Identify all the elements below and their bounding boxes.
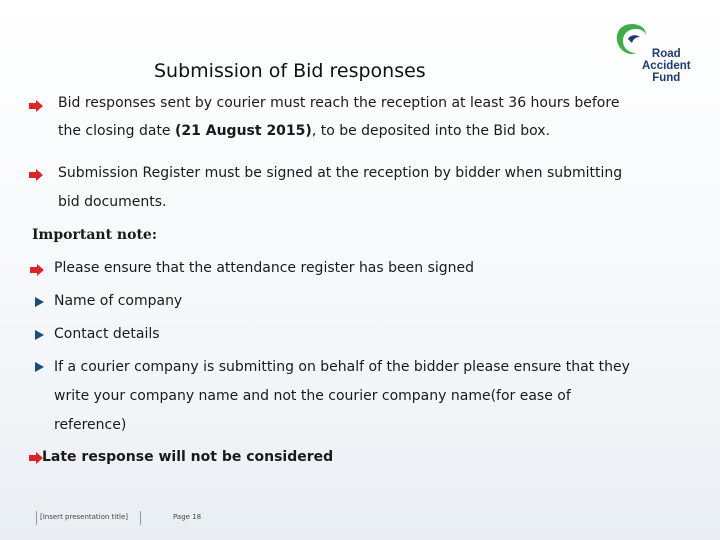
red-arrow-bullet-icon <box>29 100 43 112</box>
raf-logo <box>612 20 708 90</box>
note-courier-line1: If a courier company is submitting on behalf of the bidder please ensure that they <box>54 359 630 375</box>
bullet-courier-line2 <box>58 117 550 145</box>
important-note-heading: Important note: <box>32 227 157 243</box>
bullet-courier-line2-post: , to be deposited into the Bid box. <box>311 123 551 139</box>
footer-divider <box>36 511 37 525</box>
bullet-courier-line2-pre: the closing date <box>58 123 175 139</box>
note-contact-details: Contact details <box>54 326 160 342</box>
logo-line-road: Road <box>651 48 681 60</box>
red-arrow-bullet-icon <box>29 169 43 181</box>
footer-page-number: Page 18 <box>173 513 202 521</box>
blue-triangle-bullet-icon <box>35 330 44 340</box>
bullet-register-line1: Submission Register must be signed at the reception by bidder when submitting <box>58 165 623 181</box>
closing-date: (21 August 2015) <box>175 123 312 139</box>
red-arrow-bullet-icon <box>30 264 44 276</box>
red-arrow-bullet-icon <box>29 452 43 464</box>
logo-text <box>642 48 691 84</box>
logo-line-fund: Fund <box>652 72 681 84</box>
bullet-register-line2: bid documents. <box>58 194 167 210</box>
late-response-notice: Late response will not be considered <box>42 449 334 465</box>
page-title: Submission of Bid responses <box>154 60 426 82</box>
bullet-courier-line1: Bid responses sent by courier must reach the reception at least 36 hours before <box>58 95 620 111</box>
note-attendance: Please ensure that the attendance register has been signed <box>54 260 475 276</box>
logo-line-accident: Accident <box>642 60 691 72</box>
footer-presentation-title: [Insert presentation title] <box>40 513 128 521</box>
note-courier-line2: write your company name and not the courier company name(for ease of <box>54 388 571 404</box>
blue-triangle-bullet-icon <box>35 362 44 372</box>
note-company-name: Name of company <box>54 293 183 309</box>
footer-divider <box>140 511 141 525</box>
blue-triangle-bullet-icon <box>35 297 44 307</box>
note-courier-line3: reference) <box>54 417 127 433</box>
